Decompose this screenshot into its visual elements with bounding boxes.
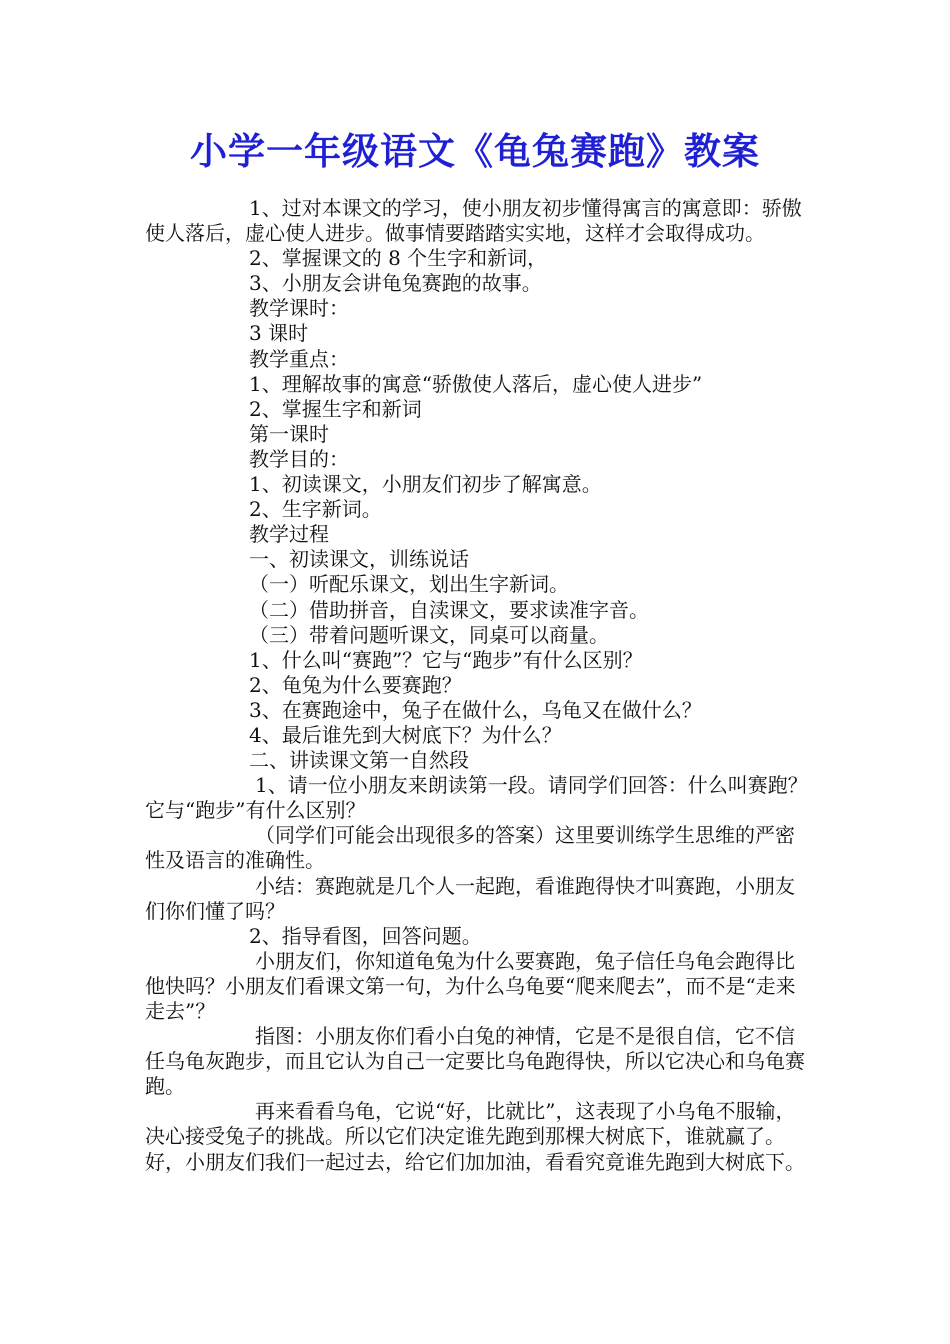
heading-teaching-process: 教学过程: [249, 522, 329, 547]
heading-key-points: 教学重点：: [249, 346, 349, 371]
document-body: [145, 196, 810, 1175]
paragraph-summary: 小结：赛跑就是几个人一起跑，看谁跑得快才叫赛跑，小朋友们你们懂了吗？: [145, 873, 795, 923]
paragraph-question-2: 2、龟兔为什么要赛跑？: [249, 672, 462, 697]
paragraph-discussion-2: 指图：小朋友你们看小白兔的神情，它是不是很自信，它不信任乌龟灰跑步，而且它认为自己一定要比乌龟跑得快，所以它决心和乌龟赛跑。: [145, 1024, 805, 1099]
heading-section-1: 一、初读课文，训练说话: [249, 547, 469, 572]
paragraph-step-3: （三）带着问题听课文，同桌可以商量。: [249, 622, 609, 647]
paragraph-goal-2: 2、生字新词。: [249, 497, 382, 522]
paragraph-step-2: （二）借助拼音，自渎课文，要求读准字音。: [249, 597, 649, 622]
paragraph-objective-2: 2、掌握课文的 8 个生字和新词，: [249, 246, 548, 271]
paragraph-reading-2: 2、指导看图，回答问题。: [249, 923, 482, 948]
paragraph-discussion-3: 再来看看乌龟，它说“好，比就比”，这表现了小乌龟不服输，决心接受兔子的挑战。所以它们决定谁先跑到那棵大树底下，谁就赢了。好，小朋友们我们一起过去，给它们加加油，看看究竟谁先跑到大树底下。: [145, 1099, 805, 1174]
paragraph-reading-1: 1、请一位小朋友来朗读第一段。请同学们回答：什么叫赛跑？它与“跑步”有什么区别？: [145, 773, 808, 823]
paragraph-question-1: 1、什么叫“赛跑”？它与“跑步”有什么区别？: [249, 647, 643, 672]
heading-section-2: 二、讲读课文第一自然段: [249, 748, 469, 773]
heading-class-hours: 教学课时：: [249, 296, 349, 321]
paragraph-class-hours: 3 课时: [249, 321, 309, 346]
paragraph-question-3: 3、在赛跑途中，兔子在做什么，乌龟又在做什么？: [249, 697, 702, 722]
paragraph-key-point-2: 2、掌握生字和新词: [249, 396, 422, 421]
paragraph-discussion-1: 小朋友们，你知道龟兔为什么要赛跑，兔子信任乌龟会跑得比他快吗？小朋友们看课文第一句，为什么乌龟要“爬来爬去”，而不是“走来走去”？: [145, 948, 796, 1023]
heading-teaching-goals: 教学目的：: [249, 446, 349, 471]
paragraph-key-point-1: 1、理解故事的寓意“骄傲使人落后，虚心使人进步”: [249, 371, 703, 396]
paragraph-step-1: （一）听配乐课文，划出生字新词。: [249, 572, 569, 597]
document-title: 小学一年级语文《龟兔赛跑》教案: [190, 130, 760, 173]
paragraph-note: （同学们可能会出现很多的答案）这里要训练学生思维的严密性及语言的准确性。: [145, 823, 795, 873]
paragraph-question-4: 4、最后谁先到大树底下？为什么？: [249, 722, 562, 747]
heading-first-lesson: 第一课时: [249, 421, 329, 446]
paragraph-goal-1: 1、初读课文，小朋友们初步了解寓意。: [249, 472, 602, 497]
paragraph-objective-3: 3、小朋友会讲龟兔赛跑的故事。: [249, 271, 542, 296]
paragraph-objective-1: 1、过对本课文的学习，使小朋友初步懂得寓言的寓意即：骄傲使人落后，虚心使人进步。做事情要踏踏实实地，这样才会取得成功。: [145, 196, 802, 246]
